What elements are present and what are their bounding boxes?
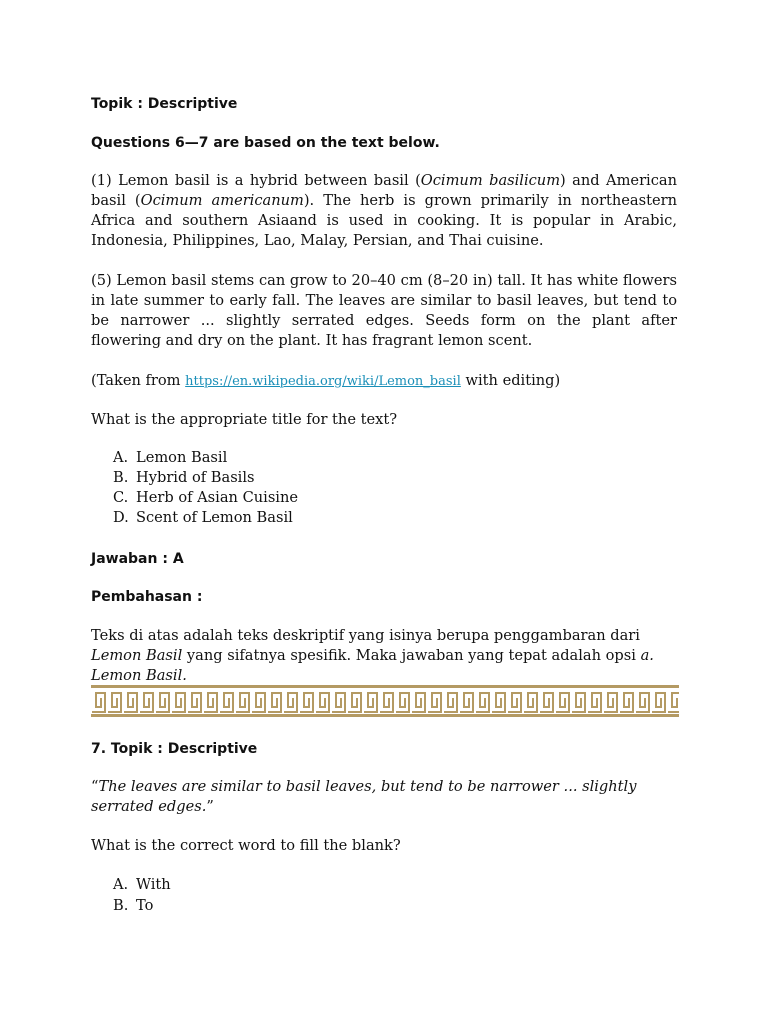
greek-key-pattern — [91, 684, 679, 718]
answer-label: Jawaban : A — [91, 551, 184, 567]
questions-intro: Questions 6—7 are based on the text below. — [91, 135, 440, 151]
scientific-name: Ocimum americanum — [140, 192, 304, 209]
emphasis-text: Lemon Basil — [91, 647, 183, 664]
quoted-sentence: “The leaves are similar to basil leaves, but tend to be narrower ... slightly serrated edges.” — [91, 778, 637, 815]
option-c: C. Herb of Asian Cuisine — [113, 489, 299, 506]
option-a: A. Lemon Basil — [113, 449, 228, 466]
passage-paragraph-5: (5) Lemon basil stems can grow to 20–40 cm (8–20 in) tall. It has white flowers in late summer to early fall. The leaves are similar to basil leaves, but tend to be narrower ... slightly serrated edges. Seeds form on the plant after flowering and dry on the plant. It has fragrant lemon scent. — [91, 272, 677, 349]
option-b: B. Hybrid of Basils — [113, 469, 255, 486]
question-text: What is the appropriate title for the text? — [91, 411, 398, 428]
greek-key-divider — [91, 684, 679, 718]
topic-heading: Topik : Descriptive — [91, 96, 238, 112]
option-b-7: B. To — [113, 897, 154, 914]
passage-paragraph-1: (1) Lemon basil is a hybrid between basil (Ocimum basilicum) and American basil (Ocimum americanum). The herb is grown primarily in northeastern Africa and southern Asiaand is used in cooking. It is popular in Arabic, Indonesia, Philippines, Lao, Malay, Persian, and Thai cuisine. — [91, 172, 677, 249]
option-a-7: A. With — [113, 876, 171, 893]
source-link[interactable]: https://en.wikipedia.org/wiki/Lemon_basil — [185, 374, 461, 389]
option-d: D. Scent of Lemon Basil — [113, 509, 293, 526]
discussion-label: Pembahasan : — [91, 589, 203, 605]
source-citation: (Taken from https://en.wikipedia.org/wiki/Lemon_basil with editing) — [91, 372, 561, 389]
discussion-text: Teks di atas adalah teks deskriptif yang isinya berupa penggambaran dari Lemon Basil yang sifatnya spesifik. Maka jawaban yang tepat adalah opsi a. Lemon Basil. — [91, 627, 654, 684]
scientific-name: Ocimum basilicum — [420, 172, 561, 189]
emphasis-text: a. Lemon Basil. — [91, 647, 654, 684]
question-text-7: What is the correct word to fill the blank? — [91, 837, 401, 854]
topic-heading-7: 7. Topik : Descriptive — [91, 741, 258, 757]
